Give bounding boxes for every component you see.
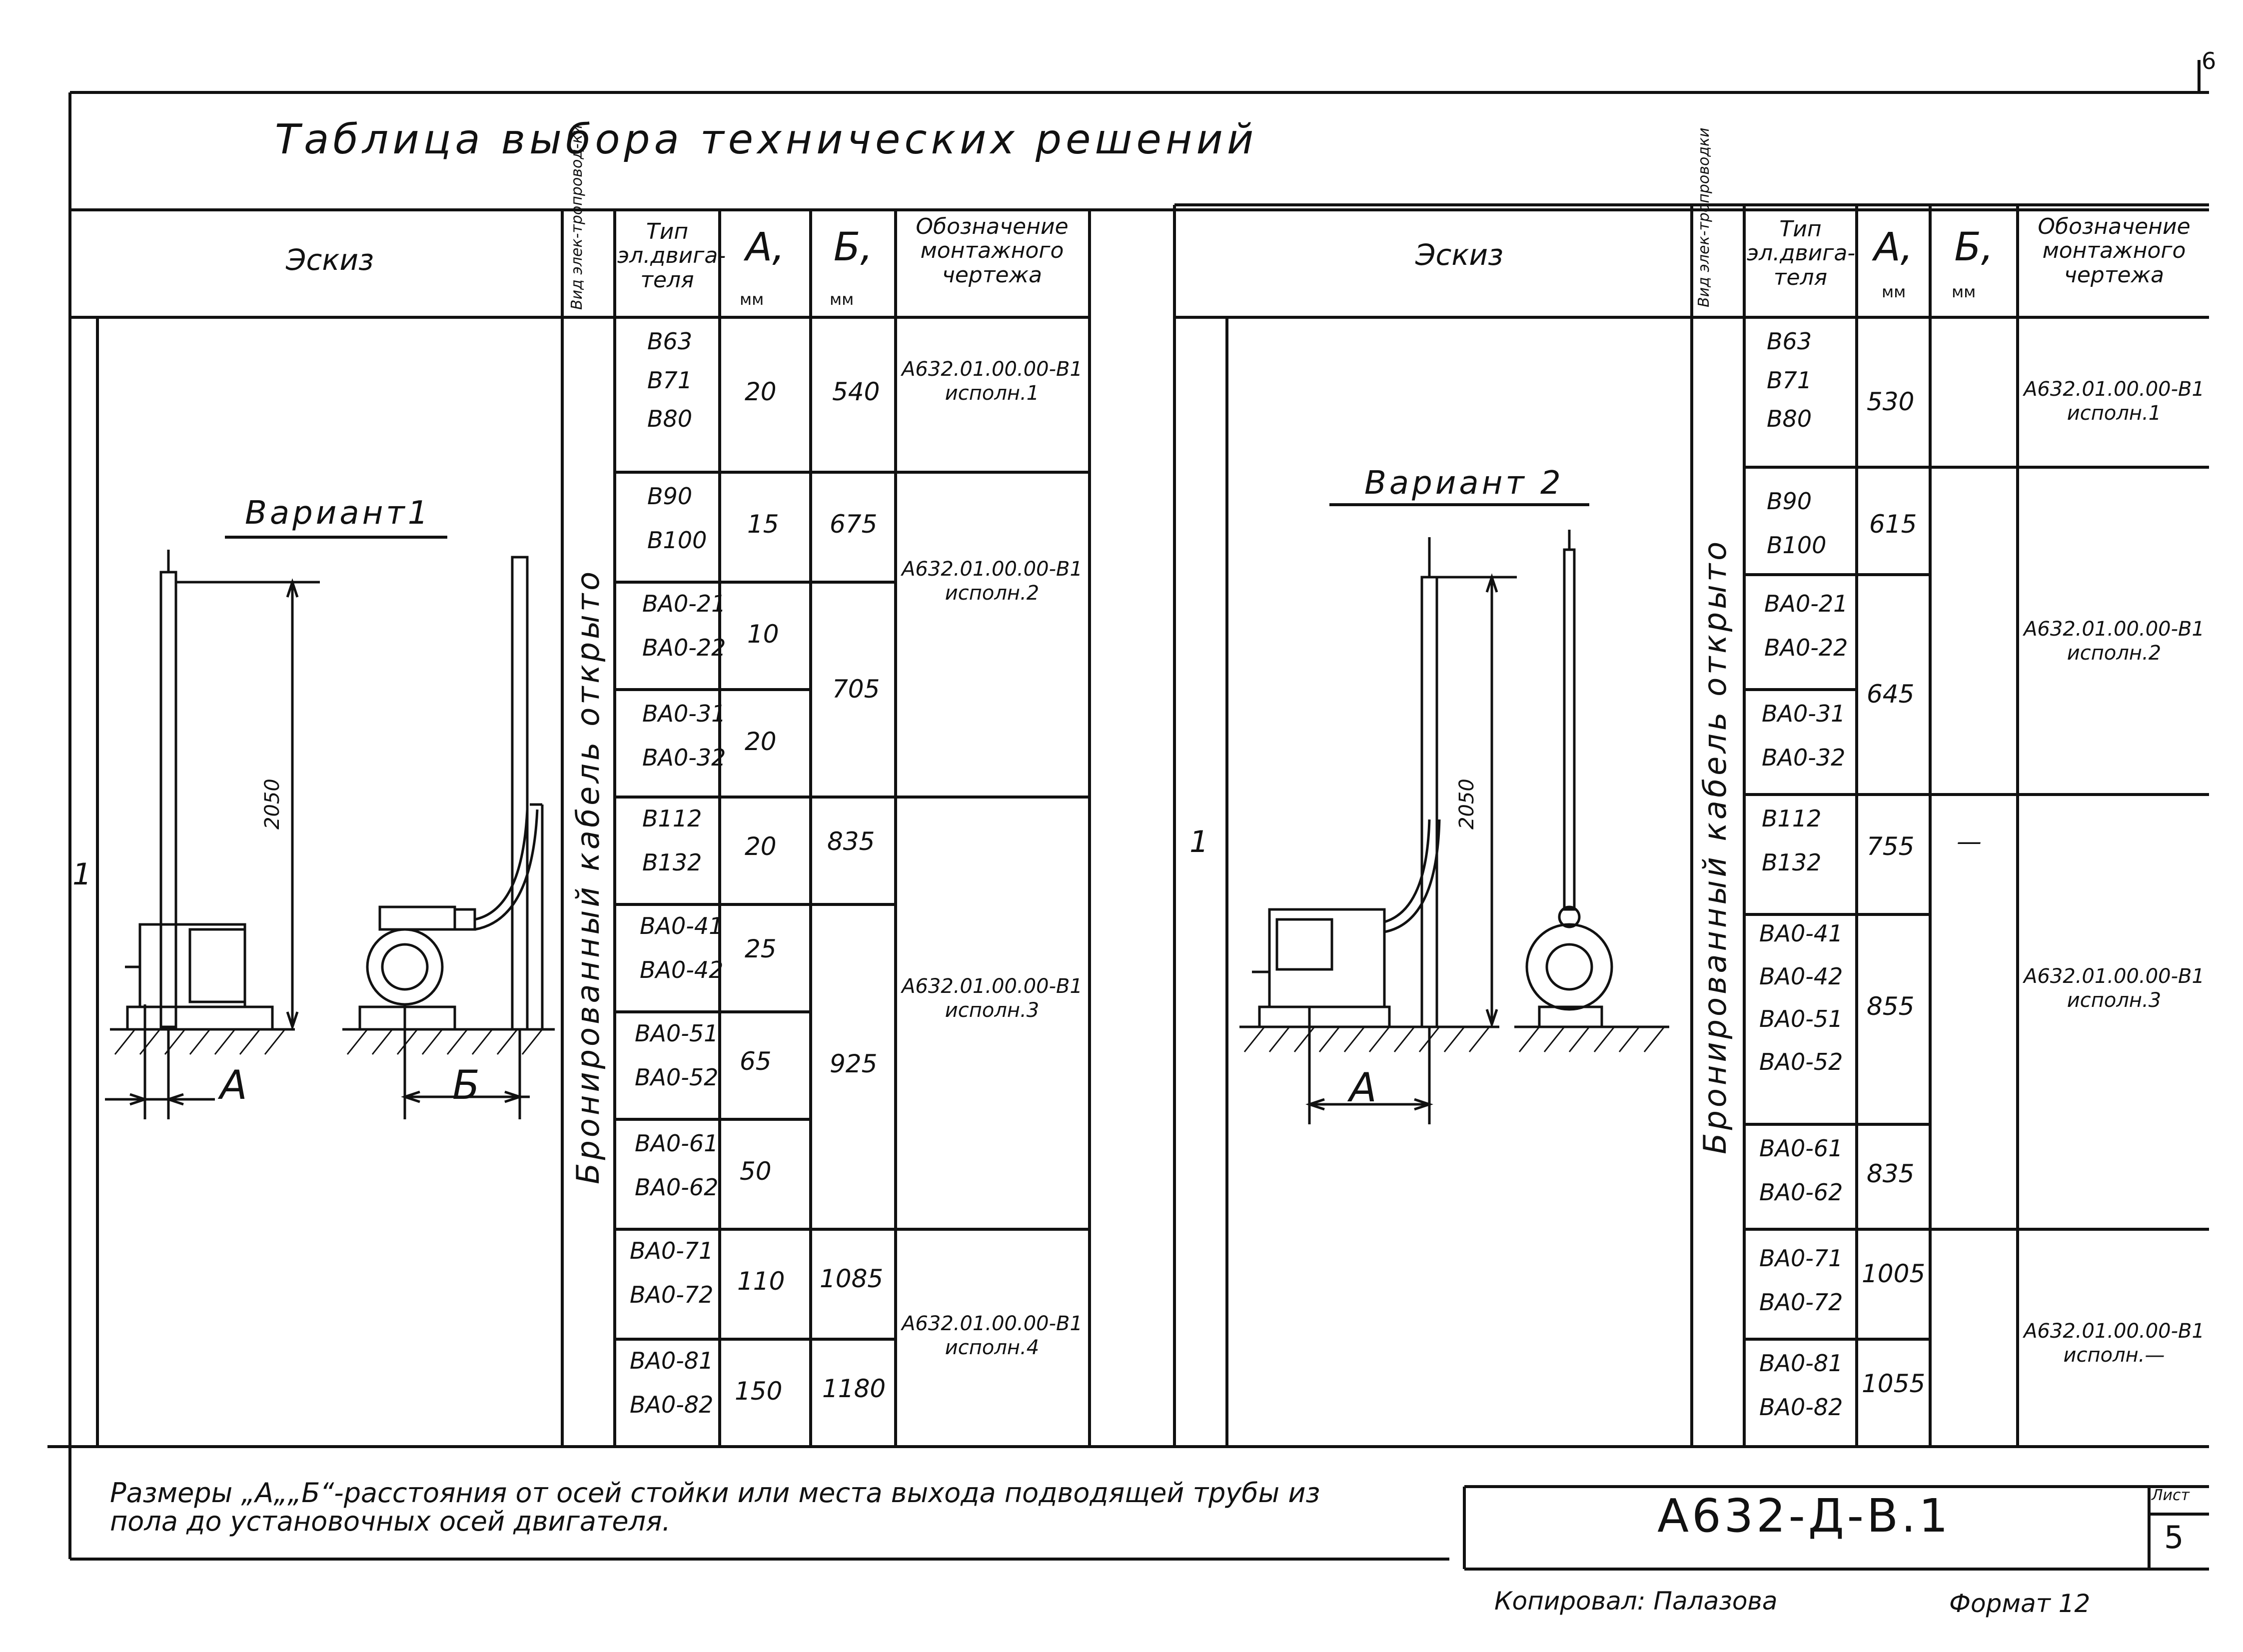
right-row-number: 1 <box>1189 825 1209 859</box>
right-header-b: Б, <box>1954 225 1994 270</box>
left-a-value: 20 <box>745 832 777 861</box>
left-header-a: А, <box>745 225 785 270</box>
left-motor-cell: В90 В100 <box>647 483 707 554</box>
right-header-drawing: Обозначение монтажного чертежа <box>2038 214 2191 288</box>
right-a-value: 1005 <box>1862 1259 1926 1288</box>
left-motor-cell: ВА0-61 ВА0-62 <box>635 1130 719 1201</box>
right-header-sketch: Эскиз <box>1415 238 1503 272</box>
left-motor-cell: ВА0-21 ВА0-22 <box>642 590 726 661</box>
left-header-wiring: Вид элек-тропровод-ки <box>568 124 586 310</box>
left-drawing-cell: А632.01.00.00-В1 исполн.1 <box>902 358 1083 405</box>
left-motor-cell: ВА0-31 ВА0-32 <box>642 700 726 771</box>
left-a-value: 20 <box>745 727 777 756</box>
left-b-value: 835 <box>827 827 875 856</box>
right-b-value: — <box>1957 827 1982 856</box>
footnote: Размеры „А„„Б“-расстояния от осей стойки или места выхода подводящей трубы из пола до установочных осей двигателя. <box>110 1477 1320 1537</box>
left-row-number: 1 <box>72 857 92 892</box>
format-label: Формат 12 <box>1949 1589 2091 1618</box>
left-drawing-cell: А632.01.00.00-В1 исполн.2 <box>902 558 1083 605</box>
left-drawing-cell: А632.01.00.00-В1 исполн.3 <box>902 975 1083 1022</box>
right-a-value: 530 <box>1867 387 1915 416</box>
left-label-a: А <box>220 1062 247 1108</box>
left-motor-cell: В63 В71 В80 <box>647 328 693 432</box>
right-header-a-unit: мм <box>1882 282 1906 301</box>
left-a-value: 110 <box>737 1267 785 1296</box>
right-header-wiring: Вид элек-тропроводки <box>1695 127 1713 307</box>
left-variant-label: Вариант1 <box>245 495 431 532</box>
right-motor-cell: В63 В71 В80 <box>1767 328 1812 432</box>
variant2-sketch <box>1239 530 1669 1124</box>
left-header-drawing: Обозначение монтажного чертежа <box>916 214 1069 288</box>
right-motor-cell: В112 В132 <box>1762 805 1822 876</box>
variant1-sketch <box>105 550 555 1119</box>
left-header-motor-type: Тип эл.двига-теля <box>617 219 726 293</box>
right-drawing-cell: А632.01.00.00-В1 исполн.— <box>2024 1320 2205 1367</box>
left-motor-cell: ВА0-71 ВА0-72 <box>630 1237 714 1308</box>
right-motor-cell: ВА0-31 ВА0-32 <box>1762 700 1846 771</box>
left-b-value: 705 <box>832 675 880 704</box>
right-motor-cell: ВА0-71 ВА0-72 <box>1759 1245 1843 1316</box>
left-a-value: 150 <box>735 1377 783 1406</box>
right-header-b-unit: мм <box>1952 282 1976 301</box>
right-a-value: 1055 <box>1862 1369 1926 1398</box>
left-header-b-unit: мм <box>830 290 854 309</box>
right-motor-cell: ВА0-21 ВА0-22 <box>1764 590 1848 661</box>
sheet-number: 5 <box>2164 1519 2184 1556</box>
right-a-value: 615 <box>1869 510 1917 539</box>
left-a-value: 50 <box>740 1157 772 1186</box>
right-a-value: 645 <box>1867 680 1915 709</box>
left-b-value: 675 <box>830 510 878 539</box>
left-header-a-unit: мм <box>740 290 764 309</box>
right-header-motor-type: Тип эл.двига-теля <box>1747 216 1856 290</box>
document-code: А632-Д-В.1 <box>1657 1489 1951 1543</box>
left-a-value: 10 <box>747 620 779 649</box>
left-motor-cell: ВА0-41 ВА0-42 <box>640 912 724 983</box>
right-dimension-2050: 2050 <box>1455 779 1478 829</box>
page-title: Таблица выбора технических решений <box>275 116 1258 163</box>
right-motor-cell: ВА0-41 ВА0-42 ВА0-51 ВА0-52 <box>1759 920 1843 1075</box>
copied-by: Копировал: Палазова <box>1494 1587 1778 1616</box>
sheet-label: Лист <box>2152 1487 2190 1504</box>
left-motor-cell: В112 В132 <box>642 805 702 876</box>
left-header-b: Б, <box>833 225 873 270</box>
left-a-value: 15 <box>747 510 779 539</box>
left-motor-cell: ВА0-51 ВА0-52 <box>635 1020 719 1091</box>
left-header-sketch: Эскиз <box>286 243 374 277</box>
left-a-value: 65 <box>740 1047 772 1076</box>
left-drawing-cell: А632.01.00.00-В1 исполн.4 <box>902 1312 1083 1359</box>
right-variant-label: Вариант 2 <box>1364 465 1564 502</box>
right-motor-cell: ВА0-81 ВА0-82 <box>1759 1350 1843 1421</box>
left-motor-cell: ВА0-81 ВА0-82 <box>630 1347 714 1418</box>
left-dimension-2050: 2050 <box>261 779 284 829</box>
right-header-a: А, <box>1874 225 1913 270</box>
left-a-value: 25 <box>745 934 777 963</box>
left-wiring-value: Бронированный кабель открыто <box>570 568 606 1184</box>
left-b-value: 1180 <box>822 1374 886 1403</box>
right-motor-cell: В90 В100 <box>1767 488 1827 559</box>
corner-number: 6 <box>2202 47 2217 74</box>
left-a-value: 20 <box>745 377 777 406</box>
right-drawing-cell: А632.01.00.00-В1 исполн.1 <box>2024 378 2205 425</box>
right-label-a: А <box>1349 1064 1377 1111</box>
right-drawing-cell: А632.01.00.00-В1 исполн.3 <box>2024 965 2205 1012</box>
right-motor-cell: ВА0-61 ВА0-62 <box>1759 1135 1843 1206</box>
right-a-value: 835 <box>1867 1159 1915 1188</box>
left-b-value: 925 <box>830 1049 878 1078</box>
right-a-value: 755 <box>1867 832 1915 861</box>
right-wiring-value: Бронированный кабель открыто <box>1697 538 1733 1154</box>
right-drawing-cell: А632.01.00.00-В1 исполн.2 <box>2024 618 2205 665</box>
left-label-b: Б <box>452 1062 480 1108</box>
left-b-value: 540 <box>832 377 880 406</box>
right-a-value: 855 <box>1867 992 1915 1021</box>
left-b-value: 1085 <box>820 1264 884 1293</box>
